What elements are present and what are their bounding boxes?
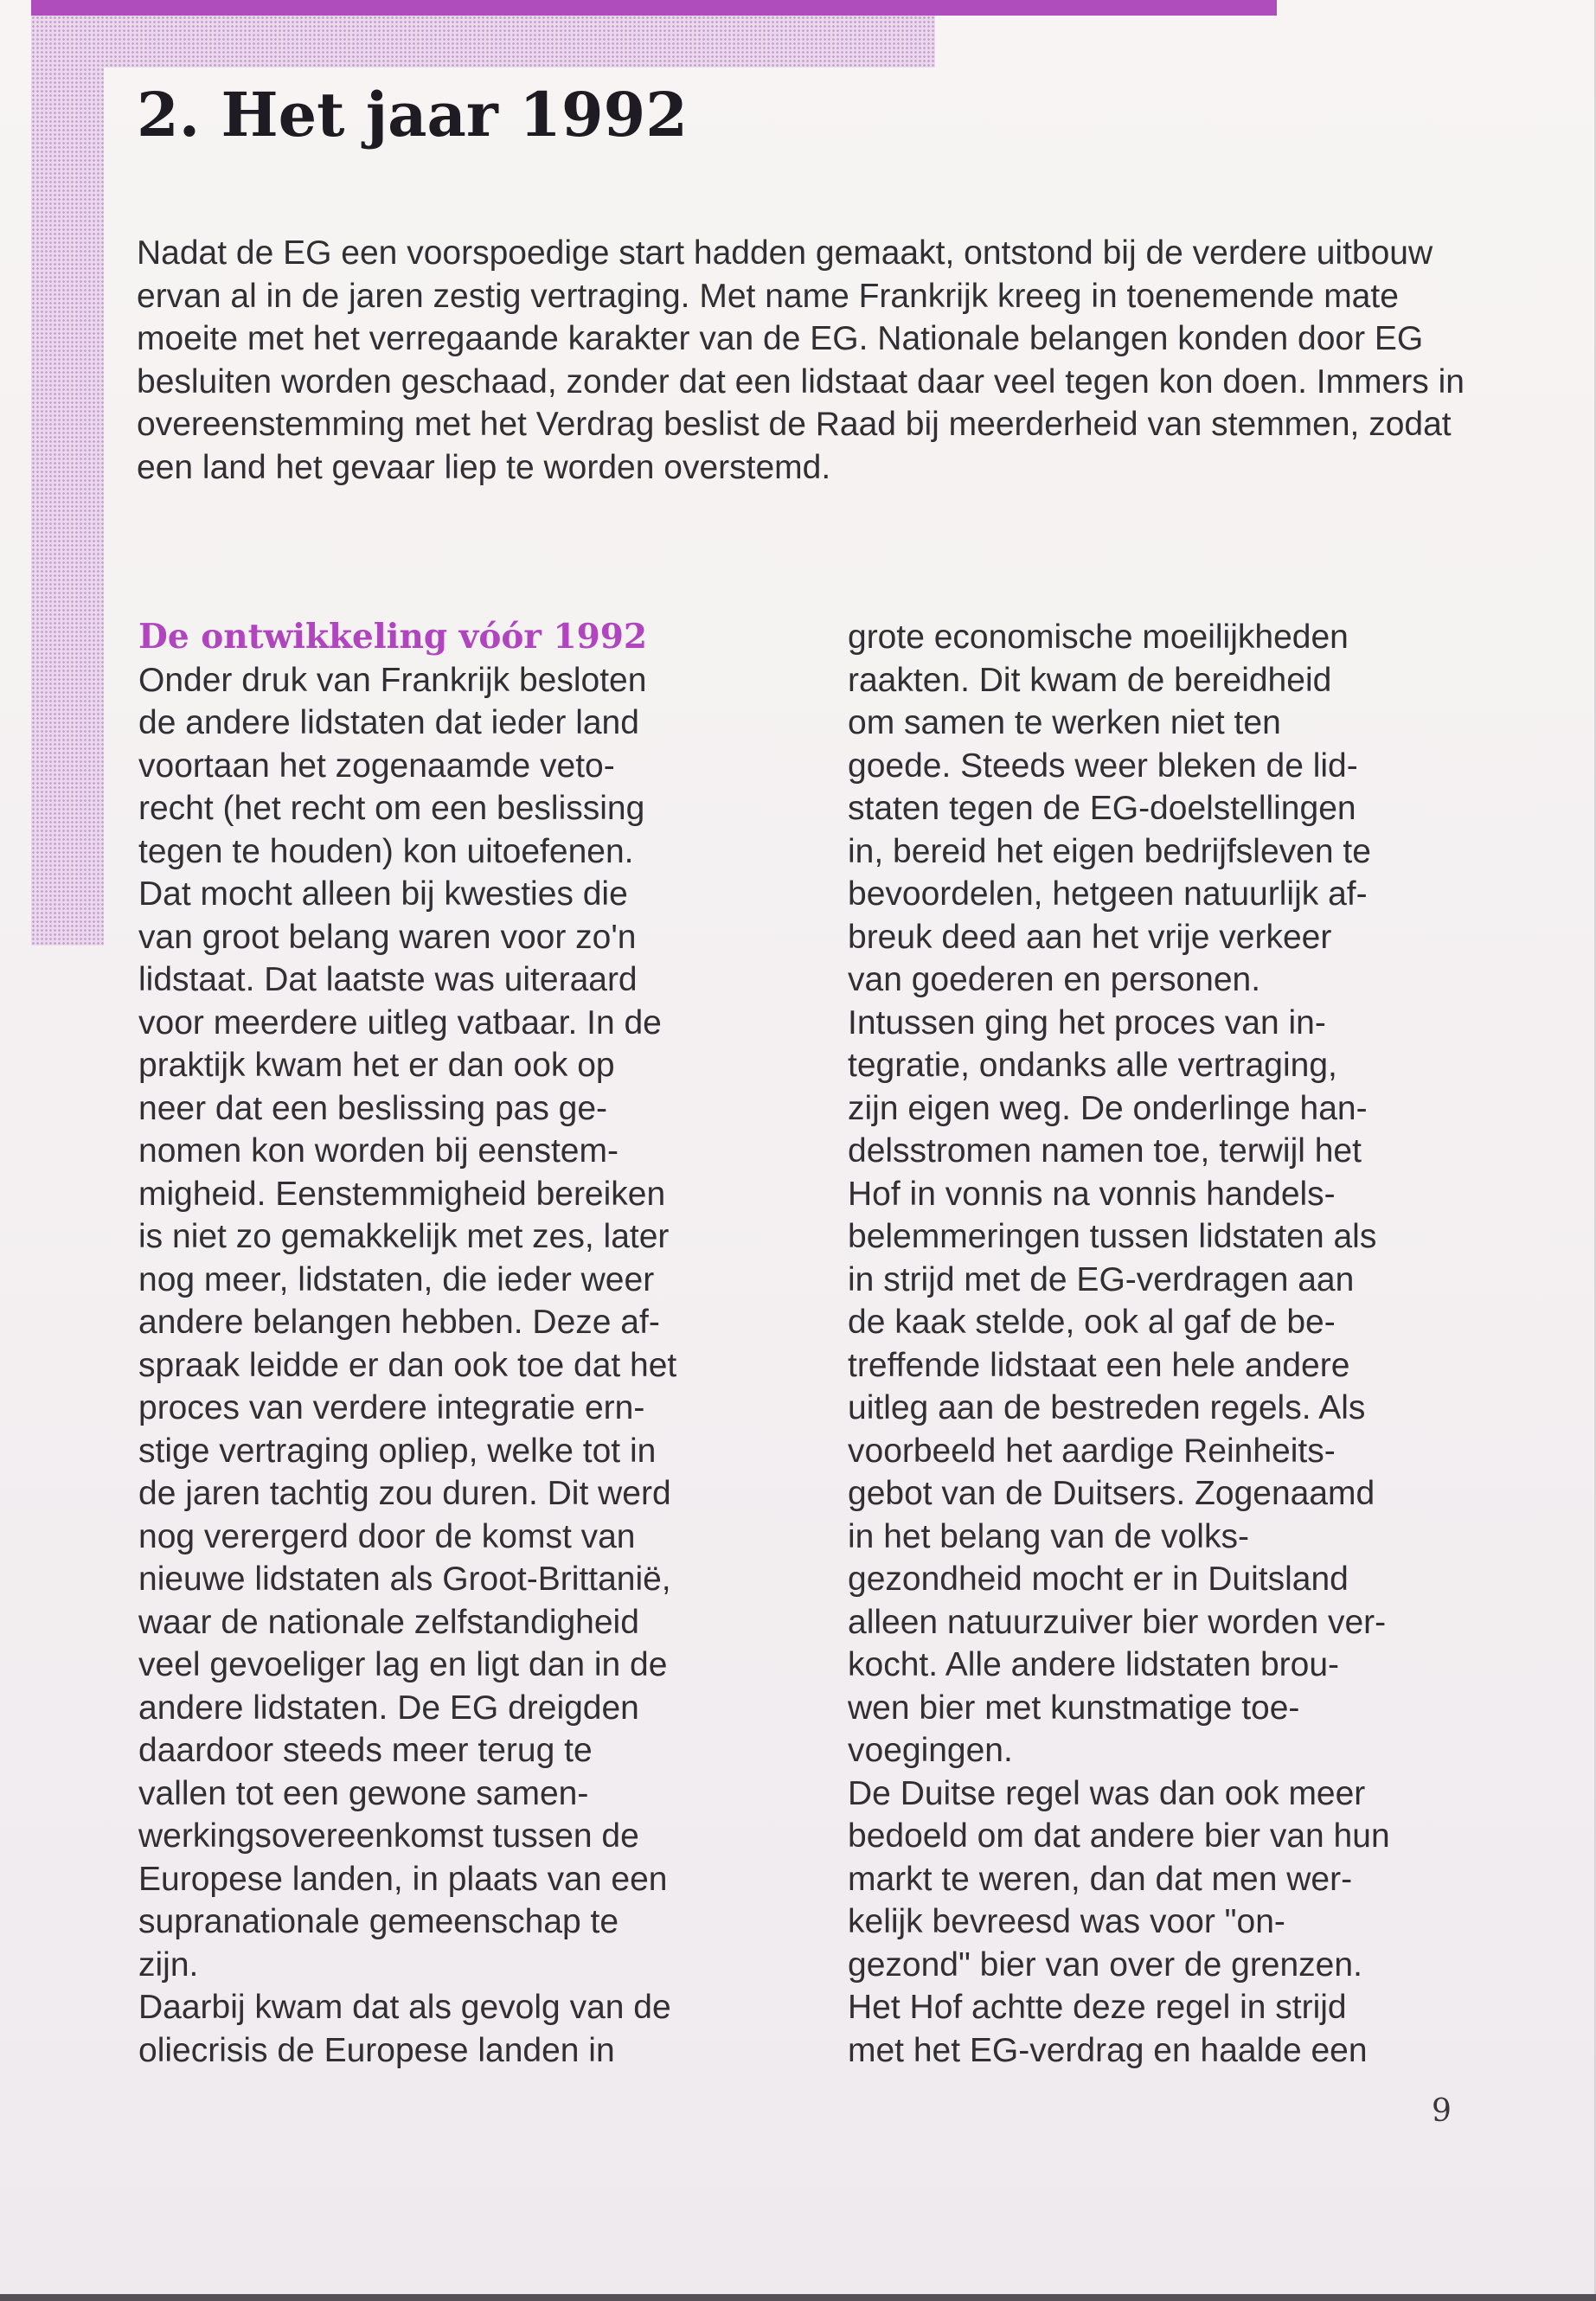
- text-line: spraak leidde er dan ook toe dat het: [138, 1346, 677, 1384]
- text-line: voortaan het zogenaamde veto-: [138, 747, 615, 785]
- chapter-title: 2. Het jaar 1992: [137, 79, 688, 151]
- text-line: zijn.: [138, 1945, 199, 1984]
- text-line: De Duitse regel was dan ook meer: [848, 1774, 1366, 1812]
- text-line: zijn eigen weg. De onderlinge han-: [848, 1089, 1368, 1127]
- text-line: stige vertraging opliep, welke tot in: [138, 1432, 657, 1470]
- text-line: markt te weren, dan dat men wer-: [848, 1860, 1353, 1898]
- text-line: wen bier met kunstmatige toe-: [848, 1689, 1300, 1727]
- text-line: Daarbij kwam dat als gevolg van de: [138, 1989, 671, 2026]
- intro-paragraph: Nadat de EG een voorspoedige start hadden gemaakt, ontstond bij de verdere uitbouw ervan al in de jaren zestig vertraging. Met name Frankrijk kreeg in toenemende mate moeite met het verregaande karakter van de EG. Nationale belangen konden door EG besluiten worden geschaad, zonder dat een lidstaat daar veel tegen kon doen. Immers in overeenstemming met het Verdrag beslist de Raad bij meerderheid van stemmen, zodat een land het gevaar liep te worden overstemd.: [137, 234, 1465, 486]
- text-line: waar de nationale zelfstandigheid: [138, 1603, 639, 1641]
- text-line: nieuwe lidstaten als Groot-Brittanië,: [138, 1561, 671, 1598]
- text-line: is niet zo gemakkelijk met zes, later: [138, 1218, 670, 1255]
- text-line: staten tegen de EG-doelstellingen: [848, 790, 1356, 827]
- text-line: vallen tot een gewone samen-: [138, 1774, 589, 1812]
- text-line: lidstaat. Dat laatste was uiteraard: [138, 961, 638, 998]
- text-line: voor meerdere uitleg vatbaar. In de: [138, 1003, 662, 1042]
- text-line: in het belang van de volks-: [848, 1517, 1249, 1555]
- text-line: alleen natuurzuiver bier worden ver-: [848, 1603, 1387, 1641]
- text-line: Hof in vonnis na vonnis handels-: [848, 1175, 1336, 1213]
- text-line: om samen te werken niet ten: [848, 704, 1281, 741]
- text-line: Europese landen, in plaats van een: [138, 1860, 668, 1898]
- left-column: [138, 616, 796, 2072]
- decorative-pattern-left: [31, 67, 104, 945]
- text-line: supranationale gemeenschap te: [138, 1903, 619, 1940]
- text-line: praktijk kwam het er dan ook op: [138, 1047, 615, 1084]
- text-line: voegingen.: [848, 1732, 1013, 1769]
- text-line: andere belangen hebben. Deze af-: [138, 1304, 660, 1341]
- text-line: de andere lidstaten dat ieder land: [138, 704, 639, 741]
- text-line: grote economische moeilijkheden: [848, 619, 1349, 656]
- text-line: nog verergerd door de komst van: [138, 1517, 636, 1555]
- text-line: gebot van de Duitsers. Zogenaamd: [848, 1475, 1375, 1512]
- text-line: in strijd met de EG-verdragen aan: [848, 1260, 1355, 1298]
- page-number: 9: [1432, 2093, 1452, 2129]
- text-line: nomen kon worden bij eenstem-: [138, 1132, 619, 1170]
- text-line: tegen te houden) kon uitoefenen.: [138, 832, 634, 870]
- text-line: delsstromen namen toe, terwijl het: [848, 1132, 1362, 1170]
- text-line: raakten. Dit kwam de bereidheid: [848, 661, 1332, 699]
- text-line: neer dat een beslissing pas ge-: [138, 1089, 608, 1127]
- text-line: Intussen ging het proces van in-: [848, 1003, 1326, 1042]
- text-line: de jaren tachtig zou duren. Dit werd: [138, 1475, 671, 1512]
- text-line: bedoeld om dat andere bier van hun: [848, 1817, 1390, 1855]
- text-line: gezond" bier van over de grenzen.: [848, 1945, 1362, 1984]
- text-line: met het EG-verdrag en haalde een: [848, 2031, 1368, 2069]
- text-line: werkingsovereenkomst tussen de: [138, 1817, 639, 1855]
- text-line: oliecrisis de Europese landen in: [138, 2031, 615, 2069]
- text-line: Dat mocht alleen bij kwesties die: [138, 875, 628, 913]
- text-line: treffende lidstaat een hele andere: [848, 1346, 1350, 1384]
- text-line: daardoor steeds meer terug te: [138, 1732, 593, 1769]
- text-line: Het Hof achtte deze regel in strijd: [848, 1989, 1347, 2026]
- accent-top-bar: [31, 0, 1277, 16]
- text-line: veel gevoeliger lag en ligt dan in de: [138, 1646, 668, 1683]
- text-line: van groot belang waren voor zo'n: [138, 918, 637, 956]
- text-line: belemmeringen tussen lidstaten als: [848, 1218, 1377, 1255]
- text-line: gezondheid mocht er in Duitsland: [848, 1561, 1349, 1598]
- bottom-edge: [0, 2294, 1596, 2301]
- text-line: kelijk bevreesd was voor "on-: [848, 1903, 1285, 1940]
- text-line: breuk deed aan het vrije verkeer: [848, 918, 1332, 956]
- text-line: van goederen en personen.: [848, 961, 1261, 998]
- text-line: tegratie, ondanks alle vertraging,: [848, 1047, 1337, 1084]
- text-line: voorbeeld het aardige Reinheits-: [848, 1432, 1336, 1470]
- text-line: andere lidstaten. De EG dreigden: [138, 1689, 639, 1727]
- text-line: recht (het recht om een beslissing: [138, 790, 645, 827]
- decorative-pattern-top: [31, 16, 935, 67]
- text-line: uitleg aan de bestreden regels. Als: [848, 1389, 1366, 1426]
- text-line: Onder druk van Frankrijk besloten: [138, 661, 647, 699]
- right-column: [848, 616, 1505, 2072]
- text-line: nog meer, lidstaten, die ieder weer: [138, 1260, 655, 1298]
- text-line: migheid. Eenstemmigheid bereiken: [138, 1175, 666, 1213]
- text-line: proces van verdere integratie ern-: [138, 1389, 645, 1426]
- text-line: de kaak stelde, ook al gaf de be-: [848, 1304, 1336, 1341]
- text-line: goede. Steeds weer bleken de lid-: [848, 747, 1358, 785]
- text-line: kocht. Alle andere lidstaten brou-: [848, 1646, 1340, 1683]
- text-line: bevoordelen, hetgeen natuurlijk af-: [848, 875, 1368, 913]
- text-line: in, bereid het eigen bedrijfsleven te: [848, 832, 1371, 870]
- section-heading: De ontwikkeling vóór 1992: [138, 617, 648, 657]
